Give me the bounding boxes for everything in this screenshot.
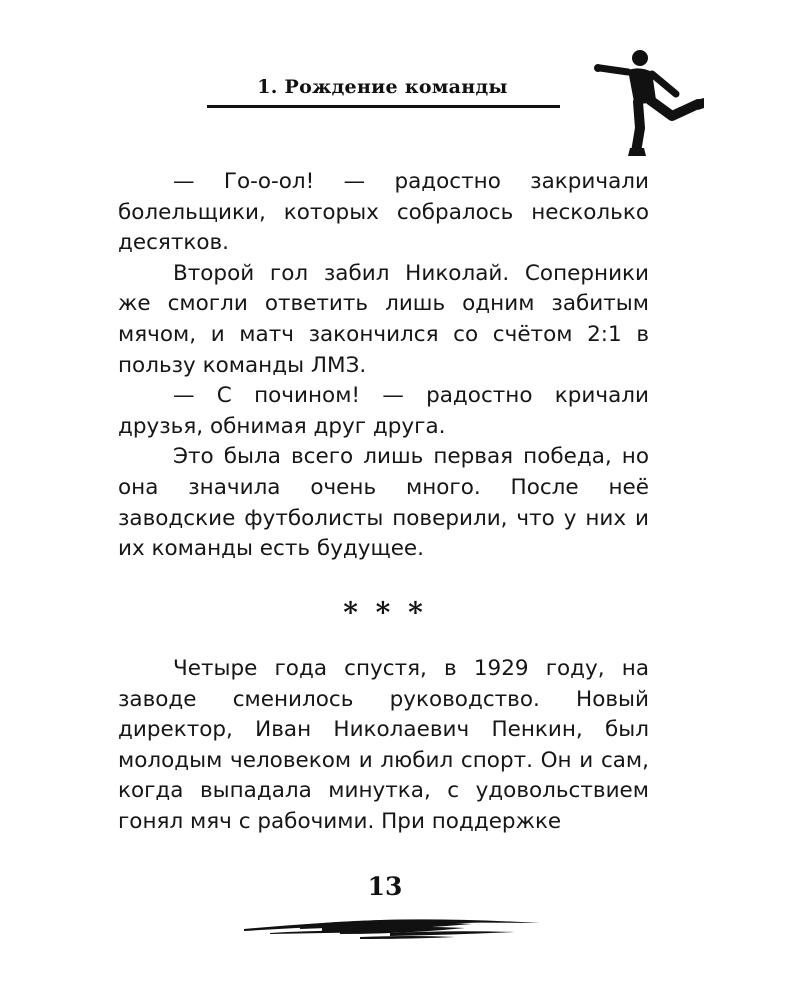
body-text-block-2 [118, 654, 649, 838]
paragraph: Второй гол забил Николай. Соперники же смогли ответить лишь одним забитым мячом, и матч закончился со счётом 2:1 в пользу команды ЛМЗ. [118, 260, 649, 378]
section-break: * * * [343, 596, 427, 629]
paragraph: Четыре года спустя, в 1929 году, на заводе сменилось руководство. Новый директор, Иван Николаевич Пенкин, был молодым человеком и любил спорт. Он и сам, когда выпадала минутка, с удовольствием гонял мяч с рабочими. При поддержке [118, 656, 649, 834]
paragraph: — С почином! — радостно кричали друзья, обнимая друг друга. [118, 383, 649, 439]
footballer-silhouette-icon [594, 48, 706, 156]
brush-stroke-ornament-icon [240, 908, 550, 942]
paragraph: Это была всего лишь первая победа, но она значила очень много. После неё заводские футболисты поверили, что у них и их команды есть будущее. [118, 444, 649, 562]
running-head-rule [207, 105, 560, 108]
body-text-block-1 [118, 167, 649, 565]
running-head-title: 1. Рождение команды [257, 76, 508, 98]
page-number: 13 [367, 872, 403, 901]
paragraph: — Го-о-ол! — радостно закричали болельщики, которых собралось несколько десятков. [118, 169, 649, 256]
